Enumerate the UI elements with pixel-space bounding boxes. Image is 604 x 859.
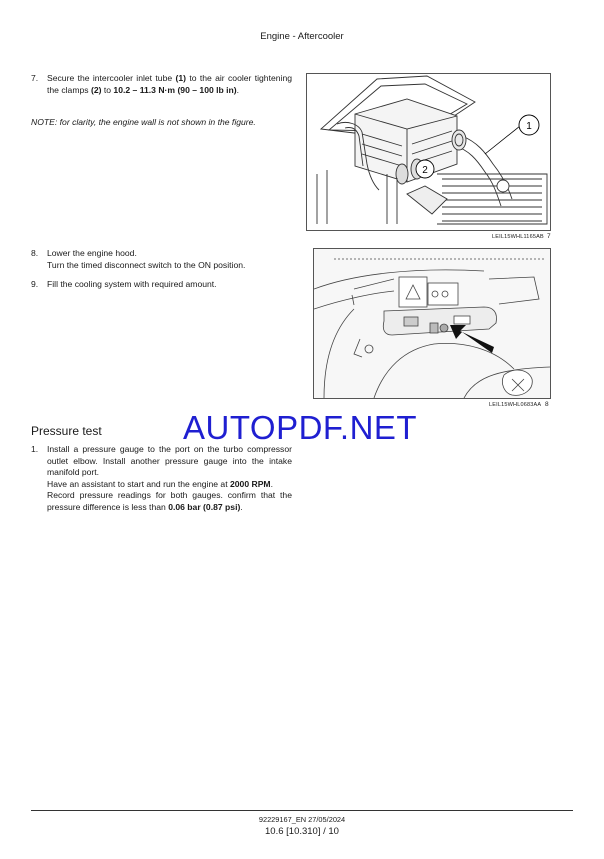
- step-7-text-segment: Secure the intercooler inlet tube: [47, 73, 176, 83]
- pressure-step-text-segment: Install a pressure gauge to the port on the turbo compressor outlet elbow. Install another pressure gauge into the intake manifold port.: [47, 444, 292, 478]
- pressure-test-step-1: [31, 444, 292, 539]
- pressure-step-text-segment: .: [240, 501, 243, 512]
- pressure-step-text-segment: Have an assistant to start and run the engine at: [47, 478, 230, 489]
- step-7-text-segment: 10.2 – 11.3 N·m (90 – 100 lb in): [113, 84, 237, 95]
- step-number: 7.: [31, 73, 39, 83]
- step-9-text: Fill the cooling system with required amount.: [47, 279, 217, 289]
- footer-divider: [31, 810, 573, 811]
- figure-8-number: 8: [545, 401, 549, 408]
- figure-7-number: 7: [547, 233, 551, 240]
- step-7-text-segment: .: [236, 84, 240, 95]
- step-number: 9.: [31, 279, 39, 289]
- pressure-step-text-segment: Record pressure readings for both gauges. confirm that the pressure difference is less than: [47, 490, 292, 512]
- figure-7-caption: LEIL15WHL1165AB: [492, 234, 544, 240]
- step-number: 1.: [31, 444, 39, 454]
- callout-1-label: 1: [526, 121, 532, 132]
- step-7-text-segment: (1): [175, 73, 186, 83]
- step-7-text-segment: to the air cooler tightening the clamps: [47, 73, 292, 95]
- step-8: [31, 248, 301, 272]
- pressure-step-text-segment: 2000 RPM: [229, 478, 271, 489]
- page-header: Engine - Aftercooler: [260, 31, 344, 42]
- callout-2-label: 2: [422, 165, 428, 176]
- intercooler-illustration: [307, 74, 550, 230]
- figure-8-disconnect-switch: [313, 248, 551, 399]
- footer-page-number: 10.6 [10.310] / 10: [265, 826, 339, 837]
- step-9: [31, 279, 301, 291]
- figure-note: NOTE: for clarity, the engine wall is not shown in the figure.: [31, 117, 256, 127]
- pressure-step-text-segment: 0.06 bar (0.87 psi): [168, 501, 241, 512]
- step-text: [47, 444, 292, 514]
- step-8-line-2: Turn the timed disconnect switch to the ON position.: [47, 259, 246, 270]
- cab-panel-illustration: [314, 249, 550, 398]
- step-number: 8.: [31, 248, 39, 258]
- figure-7-intercooler: [306, 73, 551, 231]
- watermark: AUTOPDF.NET: [183, 409, 418, 446]
- figure-8-caption: LEIL15WHL0683AA: [489, 402, 542, 408]
- step-text: [47, 73, 292, 96]
- section-title: Pressure test: [31, 424, 102, 438]
- step-7-text-segment: (2): [90, 84, 102, 95]
- step-8-line-1: Lower the engine hood.: [47, 248, 137, 258]
- pressure-step-text-segment: .: [270, 478, 273, 489]
- step-7: [31, 73, 292, 109]
- step-7-text-segment: to: [101, 84, 114, 95]
- footer-doc-id: 92229167_EN 27/05/2024: [258, 815, 346, 824]
